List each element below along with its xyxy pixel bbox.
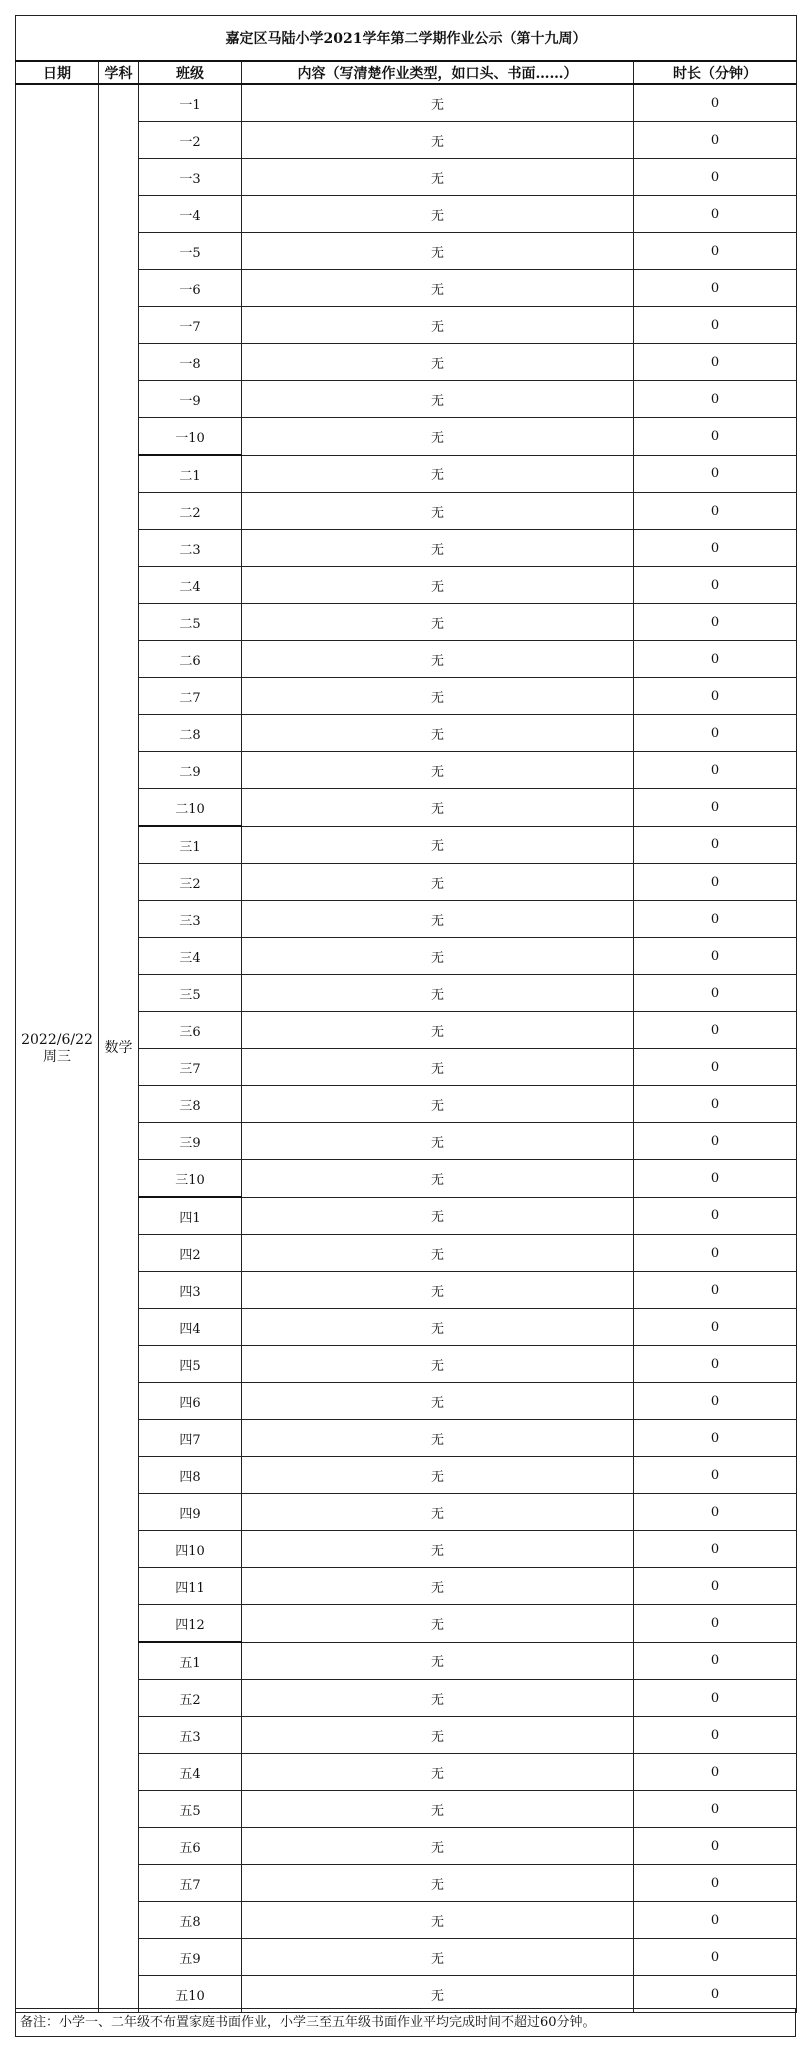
class-cell: 三3 [139,901,242,938]
content-cell: 无 [242,1086,634,1123]
duration-cell: 0 [634,1568,797,1605]
duration-cell: 0 [634,1272,797,1309]
content-cell: 无 [242,1012,634,1049]
duration-cell: 0 [634,1197,797,1235]
content-cell: 无 [242,604,634,641]
class-cell: 一1 [139,84,242,122]
content-cell: 无 [242,344,634,381]
content-cell: 无 [242,307,634,344]
duration-cell: 0 [634,1976,797,2013]
class-cell: 二4 [139,567,242,604]
class-cell: 五6 [139,1828,242,1865]
class-cell: 四1 [139,1197,242,1235]
footnote: 备注：小学一、二年级不布置家庭书面作业，小学三至五年级书面作业平均完成时间不超过60分钟。 [15,2008,796,2037]
duration-cell: 0 [634,122,797,159]
class-cell: 二2 [139,493,242,530]
weekday-value: 周三 [43,1048,71,1065]
content-cell: 无 [242,641,634,678]
duration-cell: 0 [634,1049,797,1086]
content-cell: 无 [242,1049,634,1086]
homework-sheet [15,15,796,2013]
homework-table [15,15,797,2013]
class-cell: 五8 [139,1902,242,1939]
class-cell: 五10 [139,1976,242,2013]
duration-cell: 0 [634,1160,797,1198]
class-cell: 二7 [139,678,242,715]
duration-cell: 0 [634,530,797,567]
duration-cell: 0 [634,1086,797,1123]
class-cell: 四8 [139,1457,242,1494]
duration-cell: 0 [634,1717,797,1754]
content-cell: 无 [242,196,634,233]
duration-cell: 0 [634,1865,797,1902]
class-cell: 三2 [139,864,242,901]
content-cell: 无 [242,789,634,827]
duration-cell: 0 [634,270,797,307]
class-cell: 三5 [139,975,242,1012]
table-row [16,84,797,122]
class-cell: 四4 [139,1309,242,1346]
class-cell: 一4 [139,196,242,233]
class-cell: 三8 [139,1086,242,1123]
class-cell: 五4 [139,1754,242,1791]
content-cell: 无 [242,1383,634,1420]
class-cell: 一5 [139,233,242,270]
content-cell: 无 [242,159,634,196]
class-cell: 五1 [139,1642,242,1680]
content-cell: 无 [242,1309,634,1346]
content-cell: 无 [242,84,634,122]
content-cell: 无 [242,715,634,752]
duration-cell: 0 [634,1457,797,1494]
class-cell: 四3 [139,1272,242,1309]
class-cell: 二9 [139,752,242,789]
header-subject: 学科 [99,61,139,84]
date-value: 2022/6/22 [21,1031,93,1048]
duration-cell: 0 [634,604,797,641]
duration-cell: 0 [634,567,797,604]
duration-cell: 0 [634,418,797,456]
content-cell: 无 [242,418,634,456]
duration-cell: 0 [634,1123,797,1160]
duration-cell: 0 [634,159,797,196]
content-cell: 无 [242,752,634,789]
content-cell: 无 [242,1420,634,1457]
duration-cell: 0 [634,678,797,715]
content-cell: 无 [242,455,634,493]
content-cell: 无 [242,1865,634,1902]
content-cell: 无 [242,938,634,975]
class-cell: 二1 [139,455,242,493]
duration-cell: 0 [634,1309,797,1346]
duration-cell: 0 [634,1754,797,1791]
duration-cell: 0 [634,1383,797,1420]
duration-cell: 0 [634,1828,797,1865]
content-cell: 无 [242,381,634,418]
class-cell: 一9 [139,381,242,418]
date-cell [16,84,99,2013]
class-cell: 一2 [139,122,242,159]
content-cell: 无 [242,1976,634,2013]
duration-cell: 0 [634,1605,797,1643]
class-cell: 三6 [139,1012,242,1049]
duration-cell: 0 [634,196,797,233]
class-cell: 一8 [139,344,242,381]
content-cell: 无 [242,1197,634,1235]
duration-cell: 0 [634,1235,797,1272]
duration-cell: 0 [634,715,797,752]
class-cell: 五3 [139,1717,242,1754]
content-cell: 无 [242,567,634,604]
content-cell: 无 [242,1680,634,1717]
class-cell: 一7 [139,307,242,344]
duration-cell: 0 [634,1680,797,1717]
class-cell: 四6 [139,1383,242,1420]
class-cell: 一3 [139,159,242,196]
class-cell: 一10 [139,418,242,456]
duration-cell: 0 [634,344,797,381]
duration-cell: 0 [634,84,797,122]
content-cell: 无 [242,122,634,159]
content-cell: 无 [242,1160,634,1198]
duration-cell: 0 [634,1012,797,1049]
content-cell: 无 [242,1235,634,1272]
content-cell: 无 [242,678,634,715]
class-cell: 五9 [139,1939,242,1976]
header-duration: 时长（分钟） [634,61,797,84]
class-cell: 五7 [139,1865,242,1902]
duration-cell: 0 [634,641,797,678]
content-cell: 无 [242,1605,634,1643]
content-cell: 无 [242,1902,634,1939]
content-cell: 无 [242,530,634,567]
content-cell: 无 [242,1754,634,1791]
subject-cell: 数学 [99,84,139,2013]
class-cell: 二6 [139,641,242,678]
class-cell: 二10 [139,789,242,827]
header-date: 日期 [16,61,99,84]
duration-cell: 0 [634,938,797,975]
duration-cell: 0 [634,493,797,530]
content-cell: 无 [242,1531,634,1568]
duration-cell: 0 [634,752,797,789]
duration-cell: 0 [634,1531,797,1568]
duration-cell: 0 [634,826,797,864]
duration-cell: 0 [634,381,797,418]
content-cell: 无 [242,864,634,901]
class-cell: 三1 [139,826,242,864]
class-cell: 四9 [139,1494,242,1531]
table-body [16,84,797,2013]
content-cell: 无 [242,1791,634,1828]
content-cell: 无 [242,975,634,1012]
content-cell: 无 [242,1939,634,1976]
class-cell: 二8 [139,715,242,752]
class-cell: 三7 [139,1049,242,1086]
content-cell: 无 [242,1346,634,1383]
content-cell: 无 [242,1568,634,1605]
class-cell: 五5 [139,1791,242,1828]
class-cell: 一6 [139,270,242,307]
content-cell: 无 [242,1123,634,1160]
content-cell: 无 [242,1272,634,1309]
class-cell: 二5 [139,604,242,641]
duration-cell: 0 [634,1494,797,1531]
duration-cell: 0 [634,1791,797,1828]
duration-cell: 0 [634,1939,797,1976]
content-cell: 无 [242,901,634,938]
content-cell: 无 [242,826,634,864]
class-cell: 三9 [139,1123,242,1160]
duration-cell: 0 [634,901,797,938]
duration-cell: 0 [634,307,797,344]
content-cell: 无 [242,1494,634,1531]
class-cell: 四5 [139,1346,242,1383]
duration-cell: 0 [634,975,797,1012]
content-cell: 无 [242,1828,634,1865]
class-cell: 四12 [139,1605,242,1643]
content-cell: 无 [242,233,634,270]
duration-cell: 0 [634,233,797,270]
class-cell: 四10 [139,1531,242,1568]
content-cell: 无 [242,270,634,307]
duration-cell: 0 [634,1642,797,1680]
class-cell: 三10 [139,1160,242,1198]
duration-cell: 0 [634,789,797,827]
duration-cell: 0 [634,455,797,493]
class-cell: 四7 [139,1420,242,1457]
class-cell: 二3 [139,530,242,567]
sheet-title: 嘉定区马陆小学2021学年第二学期作业公示（第十九周） [16,16,797,62]
duration-cell: 0 [634,1902,797,1939]
class-cell: 三4 [139,938,242,975]
class-cell: 五2 [139,1680,242,1717]
content-cell: 无 [242,1642,634,1680]
content-cell: 无 [242,1717,634,1754]
class-cell: 四2 [139,1235,242,1272]
header-content: 内容（写清楚作业类型，如口头、书面……） [242,61,634,84]
duration-cell: 0 [634,1346,797,1383]
content-cell: 无 [242,1457,634,1494]
header-class: 班级 [139,61,242,84]
duration-cell: 0 [634,1420,797,1457]
class-cell: 四11 [139,1568,242,1605]
duration-cell: 0 [634,864,797,901]
content-cell: 无 [242,493,634,530]
